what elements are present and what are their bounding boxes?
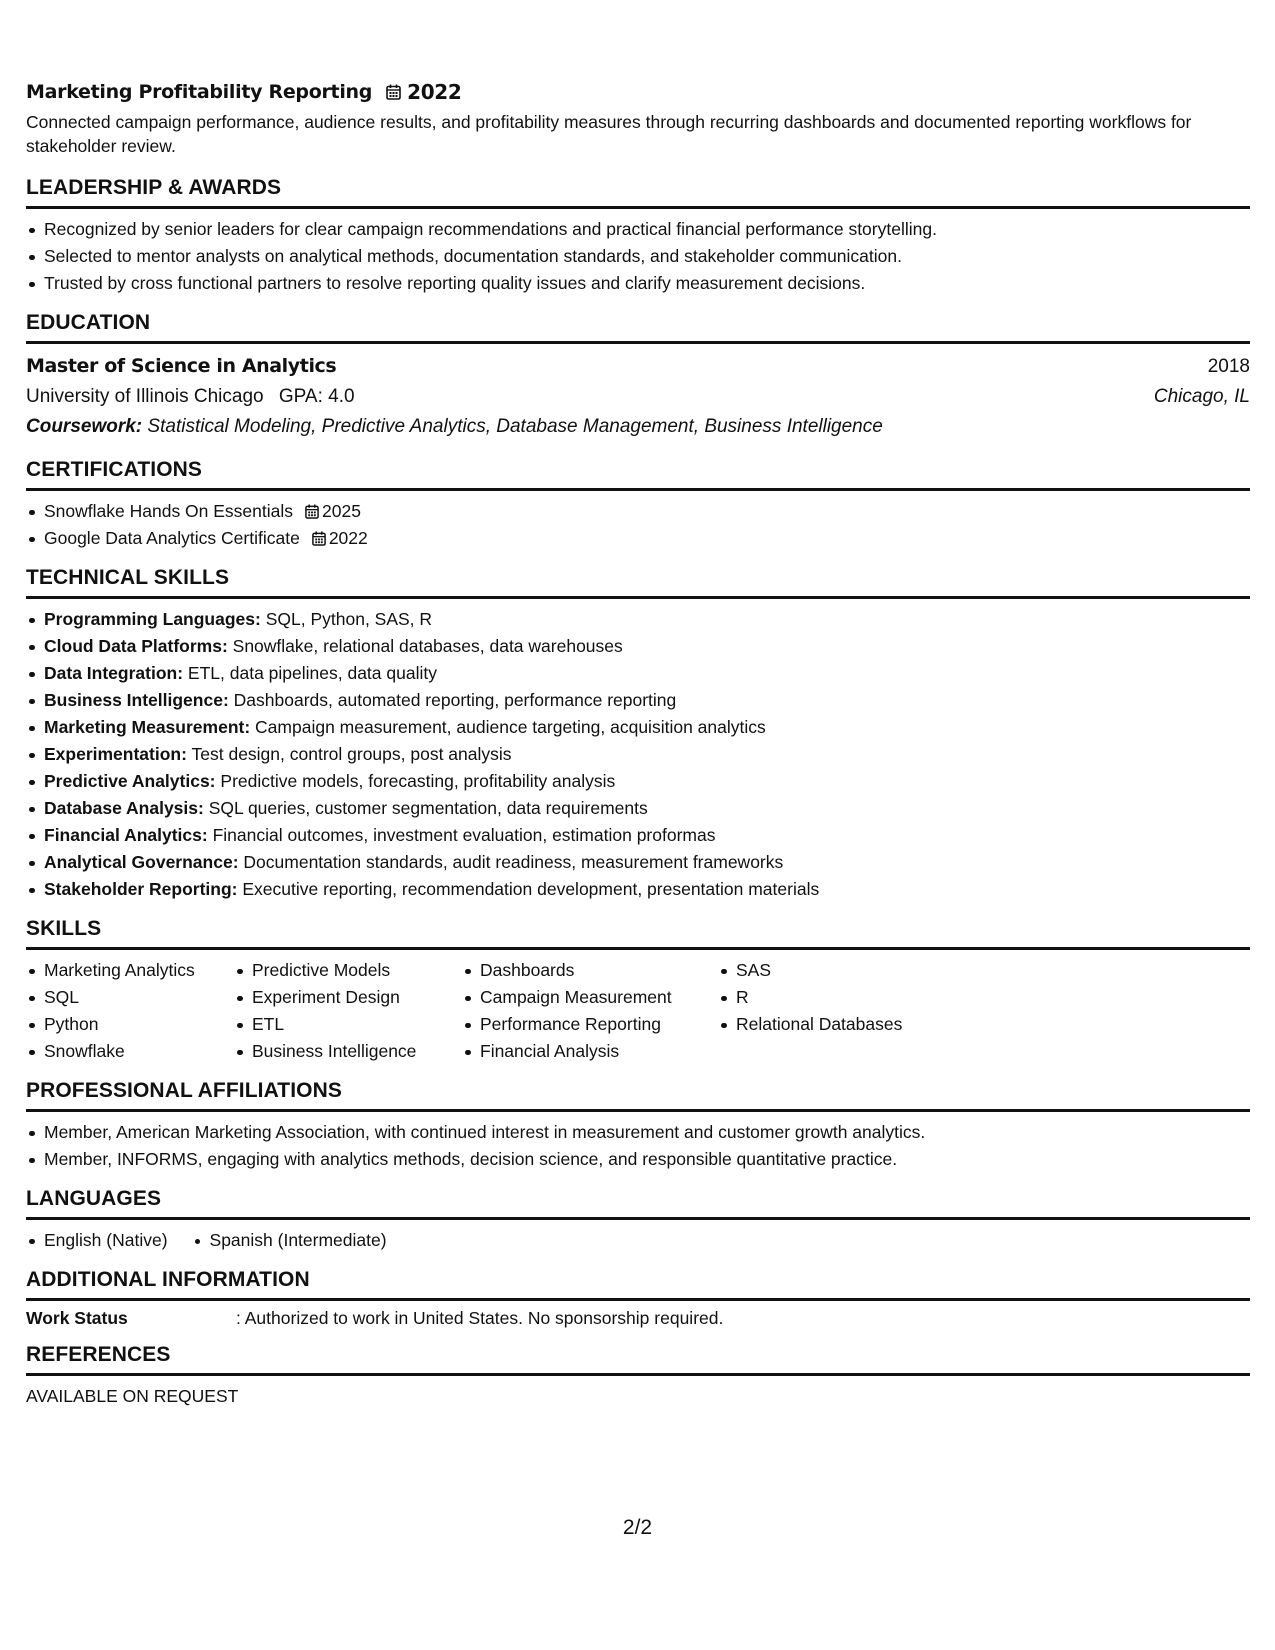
list-item: Selected to mentor analysts on analytical methods, documentation standards, and stakeholder communication. (44, 243, 1250, 270)
skill-label: Cloud Data Platforms: (44, 636, 228, 656)
section-title-leadership: LEADERSHIP & AWARDS (26, 176, 1250, 209)
list-item: R (736, 984, 976, 1011)
section-title-references: REFERENCES (26, 1343, 1250, 1376)
skill-value: Predictive models, forecasting, profitability analysis (220, 771, 616, 791)
gpa: GPA: 4.0 (278, 386, 355, 407)
affiliations-section (26, 1079, 1250, 1173)
list-item: Trusted by cross functional partners to resolve reporting quality issues and clarify measurement decisions. (44, 270, 1250, 297)
list-item: Business Intelligence (252, 1038, 462, 1065)
languages-section (26, 1187, 1250, 1254)
list-item: SAS (736, 957, 976, 984)
section-title-additional-info: ADDITIONAL INFORMATION (26, 1268, 1250, 1301)
section-title-skills: SKILLS (26, 917, 1250, 950)
affiliations-list (26, 1119, 1250, 1173)
education-degree-row (26, 352, 1250, 382)
list-item (44, 849, 1250, 876)
list-item (44, 633, 1250, 660)
certification-name: Google Data Analytics Certificate (44, 528, 300, 548)
project-entry (26, 80, 1250, 158)
section-title-education: EDUCATION (26, 311, 1250, 344)
list-item (44, 498, 1250, 525)
project-description: Connected campaign performance, audience results, and profitability measures through recurring dashboards and documented reporting workflows for stakeholder review. (26, 112, 1192, 156)
coursework-line (26, 412, 1250, 442)
list-item: Member, INFORMS, engaging with analytics methods, decision science, and responsible quantitative practice. (44, 1146, 1250, 1173)
list-item (44, 876, 1250, 903)
list-item: Python (44, 1011, 234, 1038)
list-item: Performance Reporting (480, 1011, 718, 1038)
degree-name: Master of Science in Analytics (26, 355, 337, 377)
resume-page (26, 80, 1250, 1407)
leadership-list (26, 216, 1250, 297)
skill-value: SQL, Python, SAS, R (265, 609, 433, 629)
list-item: Marketing Analytics (44, 957, 234, 984)
section-title-certifications: CERTIFICATIONS (26, 458, 1250, 491)
list-item (44, 714, 1250, 741)
skill-label: Database Analysis: (44, 798, 204, 818)
skill-value: Executive reporting, recommendation development, presentation materials (242, 879, 820, 899)
list-item: Dashboards (480, 957, 718, 984)
list-item: English (Native) (44, 1227, 168, 1254)
project-title: Marketing Profitability Reporting (26, 81, 373, 103)
list-item (44, 768, 1250, 795)
skill-label: Financial Analytics: (44, 825, 208, 845)
list-item: Campaign Measurement (480, 984, 718, 1011)
list-item: Snowflake (44, 1038, 234, 1065)
list-item (44, 687, 1250, 714)
calendar-icon (312, 531, 326, 546)
coursework-list: Statistical Modeling, Predictive Analytics, Database Management, Business Intelligence (147, 416, 883, 437)
skill-value: Snowflake, relational databases, data warehouses (232, 636, 623, 656)
skill-value: Campaign measurement, audience targeting, acquisition analytics (255, 717, 766, 737)
education-school-row (26, 382, 1250, 412)
skills-column (462, 957, 718, 1065)
list-item (44, 795, 1250, 822)
certifications-list (26, 498, 1250, 552)
school-name: University of Illinois Chicago (26, 386, 264, 407)
references-text: AVAILABLE ON REQUEST (26, 1386, 239, 1406)
work-status-row (26, 1308, 1250, 1329)
list-item: Recognized by senior leaders for clear campaign recommendations and practical financial performance storytelling. (44, 216, 1250, 243)
work-status-label: Work Status (26, 1308, 128, 1328)
skill-label: Predictive Analytics: (44, 771, 216, 791)
skill-value: Financial outcomes, investment evaluation, estimation proformas (212, 825, 716, 845)
list-item: Relational Databases (736, 1011, 976, 1038)
list-item: Member, American Marketing Association, with continued interest in measurement and customer growth analytics. (44, 1119, 1250, 1146)
skill-label: Experimentation: (44, 744, 187, 764)
leadership-section (26, 176, 1250, 297)
list-item: Experiment Design (252, 984, 462, 1011)
section-title-languages: LANGUAGES (26, 1187, 1250, 1220)
coursework-label: Coursework: (26, 416, 143, 437)
list-item: SQL (44, 984, 234, 1011)
skill-label: Marketing Measurement: (44, 717, 251, 737)
skills-column (26, 957, 234, 1065)
certification-name: Snowflake Hands On Essentials (44, 501, 294, 521)
skill-label: Data Integration: (44, 663, 184, 683)
skill-value: Dashboards, automated reporting, performance reporting (233, 690, 677, 710)
degree-year: 2018 (1207, 356, 1250, 377)
skill-value: Test design, control groups, post analysis (191, 744, 512, 764)
list-item: Predictive Models (252, 957, 462, 984)
skill-label: Business Intelligence: (44, 690, 229, 710)
skill-label: Analytical Governance: (44, 852, 239, 872)
list-item (44, 822, 1250, 849)
list-item: Spanish (Intermediate) (210, 1227, 387, 1254)
skill-value: SQL queries, customer segmentation, data requirements (208, 798, 648, 818)
work-status-value: : Authorized to work in United States. No sponsorship required. (236, 1308, 724, 1328)
page-number: 2/2 (622, 1516, 653, 1539)
technical-skills-list (26, 606, 1250, 903)
certifications-section (26, 458, 1250, 552)
list-item (44, 606, 1250, 633)
skills-column (718, 957, 976, 1065)
section-title-affiliations: PROFESSIONAL AFFILIATIONS (26, 1079, 1250, 1112)
list-item (44, 741, 1250, 768)
list-item (44, 660, 1250, 687)
skill-value: ETL, data pipelines, data quality (187, 663, 437, 683)
section-title-technical-skills: TECHNICAL SKILLS (26, 566, 1250, 599)
technical-skills-section (26, 566, 1250, 903)
skill-value: Documentation standards, audit readiness, measurement frameworks (243, 852, 784, 872)
education-section (26, 311, 1250, 442)
list-item: ETL (252, 1011, 462, 1038)
languages-list (26, 1227, 1250, 1254)
list-item: Financial Analysis (480, 1038, 718, 1065)
project-header (26, 80, 1250, 104)
additional-info-section (26, 1268, 1250, 1329)
skill-label: Programming Languages: (44, 609, 261, 629)
calendar-icon (386, 84, 401, 100)
school-location: Chicago, IL (1153, 386, 1250, 407)
skills-grid (26, 950, 1250, 1065)
certification-year: 2025 (322, 501, 361, 521)
project-year: 2022 (407, 80, 462, 104)
skill-label: Stakeholder Reporting: (44, 879, 238, 899)
references-section (26, 1343, 1250, 1407)
skills-column (234, 957, 462, 1065)
list-item (44, 525, 1250, 552)
skills-section (26, 917, 1250, 1065)
calendar-icon (305, 504, 319, 519)
certification-year: 2022 (328, 528, 368, 548)
